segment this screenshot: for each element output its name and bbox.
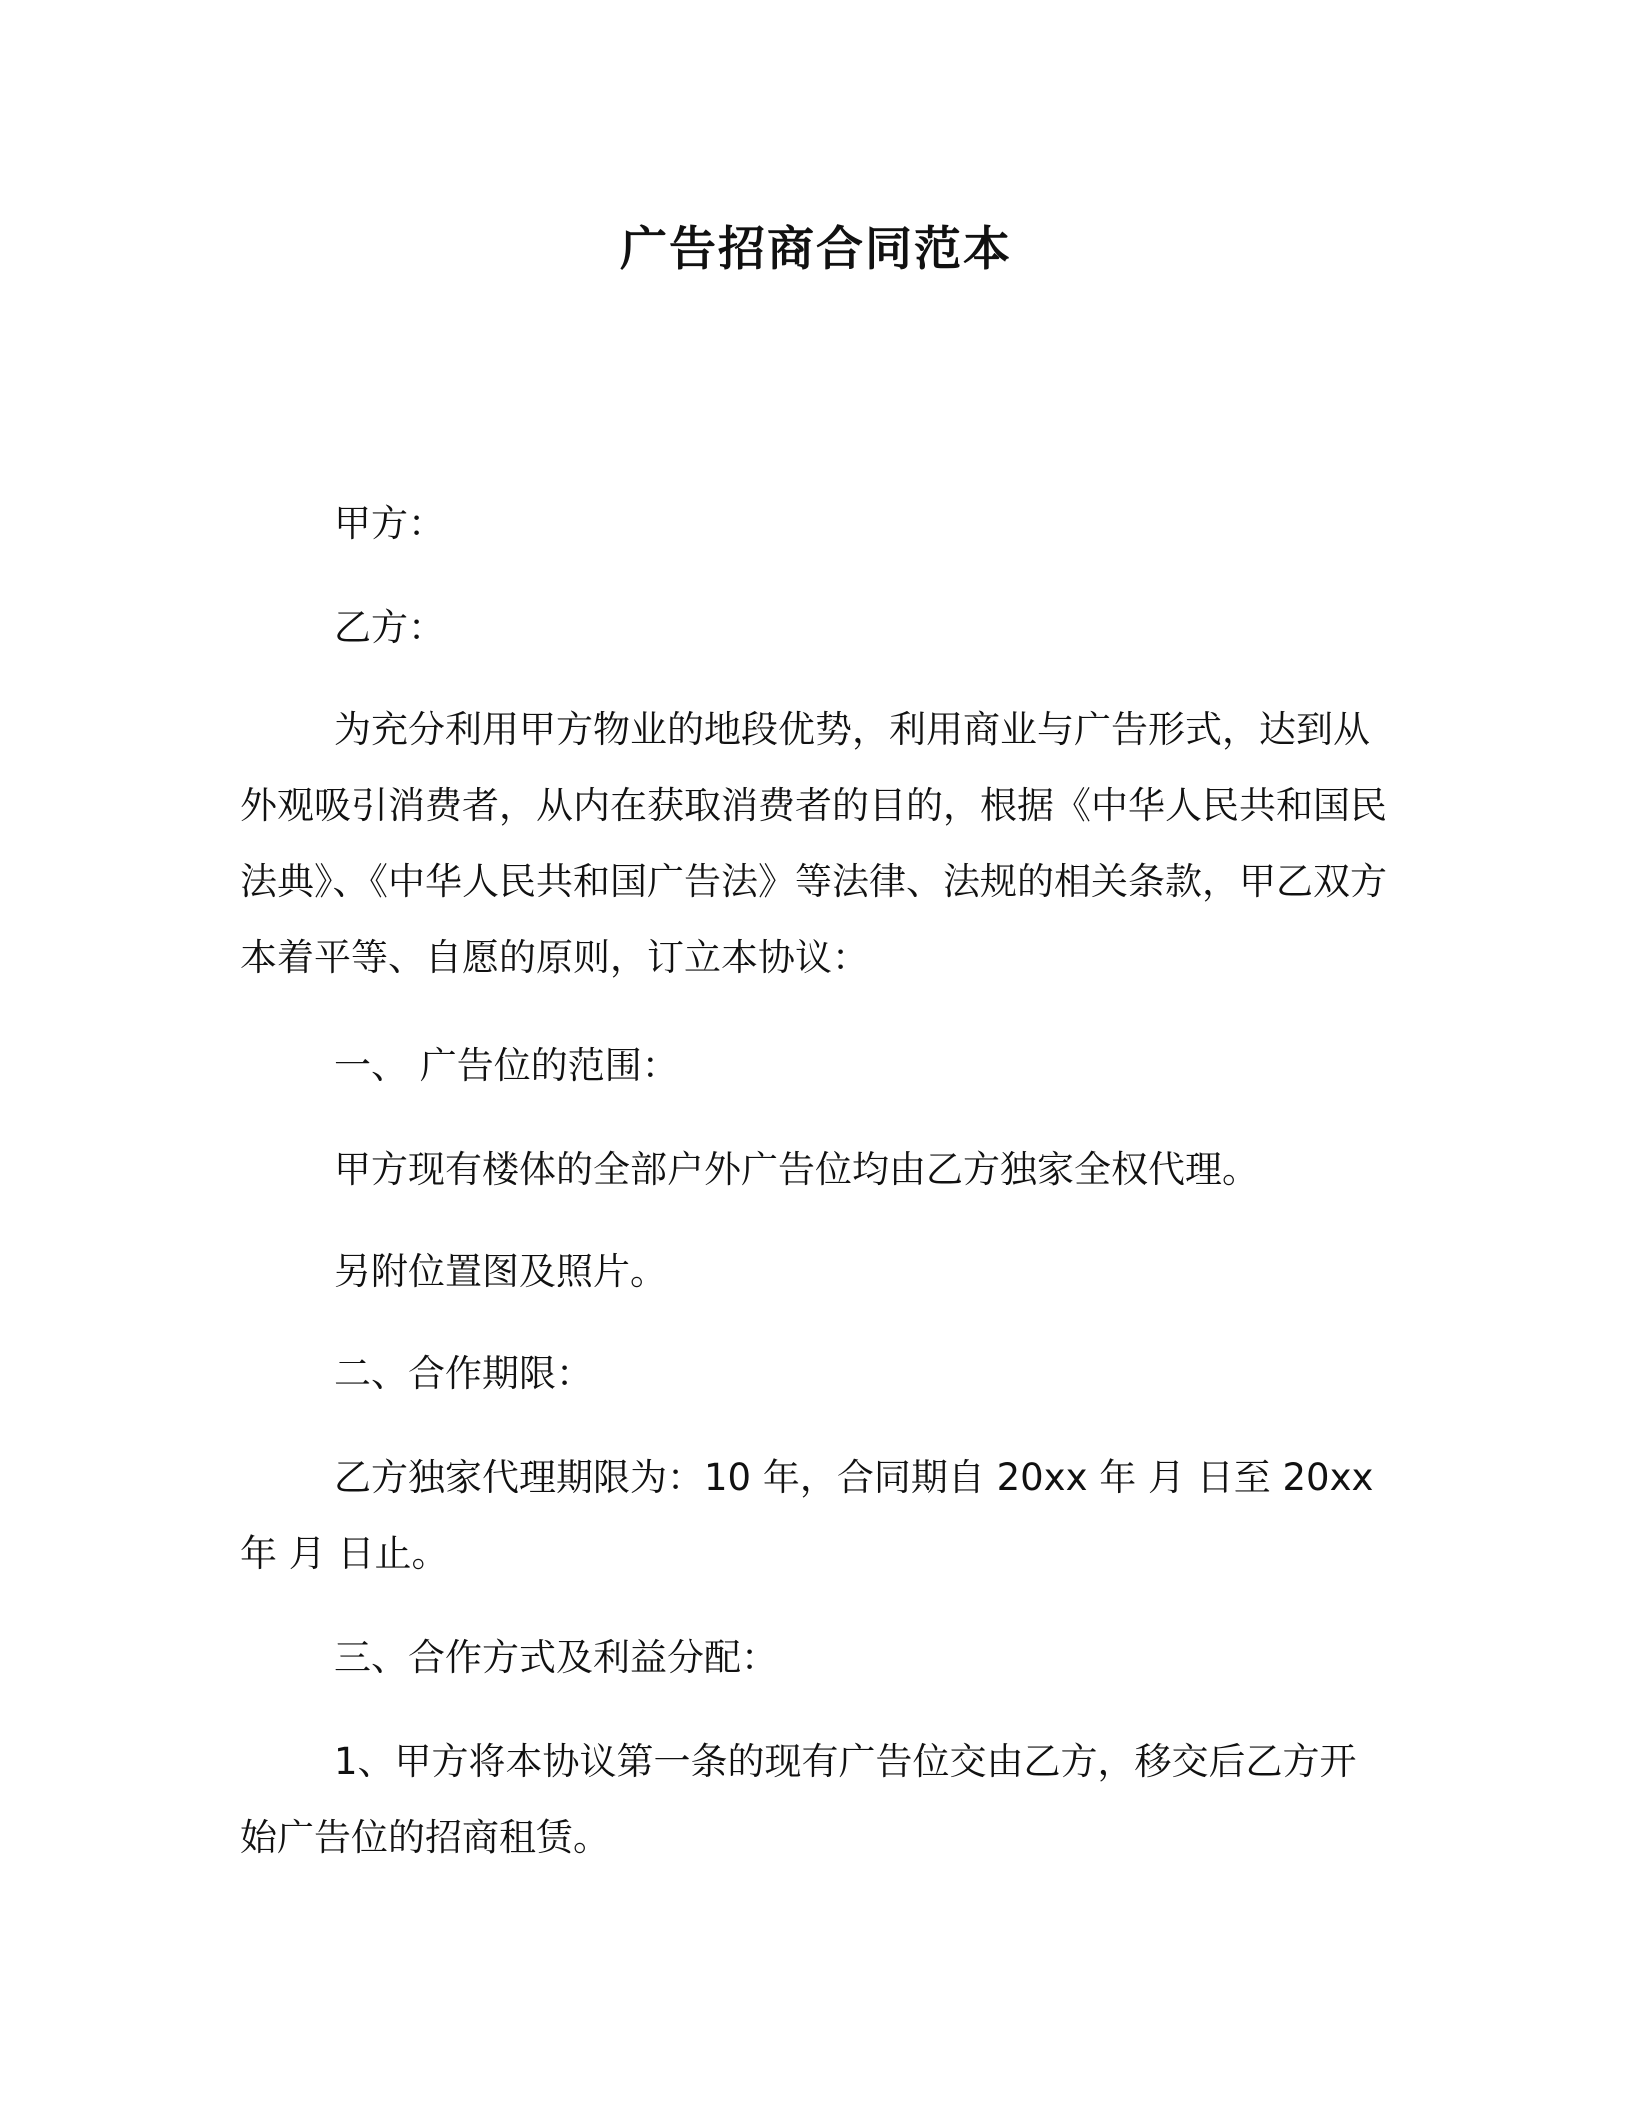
party-a-line: 甲方： [334, 502, 445, 545]
document-title: 广告招商合同范本 [620, 222, 1012, 277]
section-1-heading: 一、 广告位的范围： [334, 1044, 679, 1087]
section-2-paragraph-1: 乙方独家代理期限为：10 年，合同期自 20xx 年 月 日至 20xx 年 月 日止。 [240, 1456, 1374, 1575]
preamble-paragraph: 为充分利用甲方物业的地段优势，利用商业与广告形式，达到从外观吸引消费者，从内在获取消费者的目的，根据《中华人民共和国民法典》、《中华人民共和国广告法》等法律、法规的相关条款，甲乙双方本着平等、自愿的原则，订立本协议： [240, 708, 1387, 979]
section-3-paragraph-1: 1、甲方将本协议第一条的现有广告位交由乙方，移交后乙方开始广告位的招商租赁。 [240, 1740, 1357, 1859]
section-1-paragraph-2: 另附位置图及照片。 [334, 1250, 667, 1293]
section-3-heading: 三、合作方式及利益分配： [334, 1636, 778, 1679]
party-b-line: 乙方： [334, 606, 445, 649]
section-2-heading: 二、合作期限： [334, 1352, 593, 1395]
section-1-paragraph-1: 甲方现有楼体的全部户外广告位均由乙方独家全权代理。 [334, 1148, 1259, 1191]
